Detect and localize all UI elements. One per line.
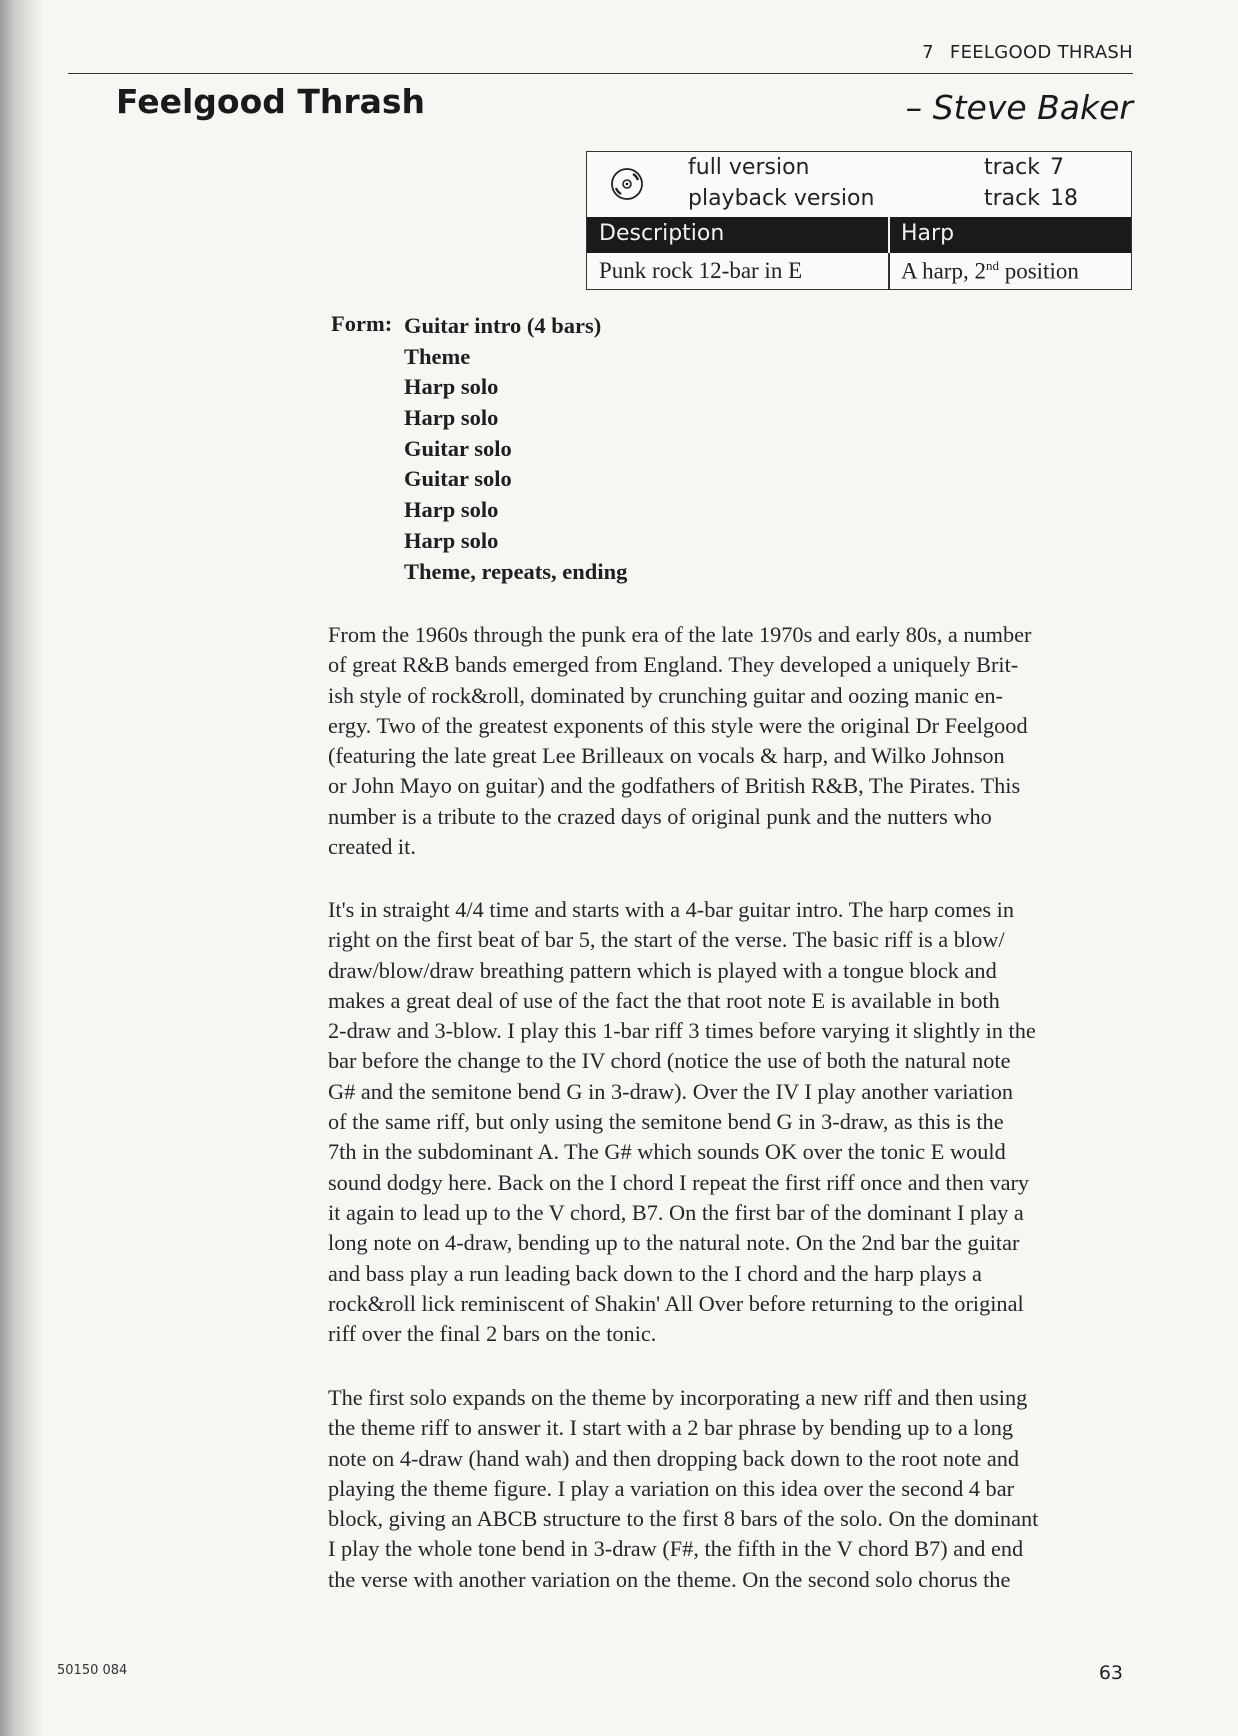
form-item: Harp solo (404, 374, 499, 400)
form-item: Guitar solo (404, 435, 512, 461)
text-line: right on the first beat of bar 5, the start of the verse. The basic riff is a blow/ (328, 927, 1005, 953)
version-labels (688, 152, 874, 214)
text-line: of great R&B bands emerged from England. They developed a uniquely Brit- (328, 652, 1019, 678)
text-line: The first solo expands on the theme by incorporating a new riff and then using (328, 1385, 1028, 1410)
text-line: G# and the semitone bend G in 3-draw). Over the IV I play another variation (328, 1078, 1014, 1104)
value-divider (888, 253, 890, 289)
page-title: Feelgood Thrash (116, 82, 426, 121)
catalog-code: 50150 084 (57, 1663, 128, 1678)
text-line: the verse with another variation on the theme. On the second solo chorus the (328, 1566, 1011, 1592)
text-line: or John Mayo on guitar) and the godfathers of British R&B, The Pirates. This (328, 773, 1021, 799)
text-line: of the same riff, but only using the semitone bend G in 3-draw, as this is the (328, 1109, 1004, 1135)
form-list (404, 311, 627, 587)
text-line: riff over the final 2 bars on the tonic. (328, 1321, 657, 1347)
playback-version-track: track 18 (984, 186, 1078, 211)
text-line: ish style of rock&roll, dominated by crunching guitar and oozing manic en- (328, 682, 1003, 708)
description-value: Punk rock 12-bar in E (599, 258, 803, 283)
text-line: makes a great deal of use of the fact the that root note E is available in both (328, 987, 1000, 1013)
text-line: number is a tribute to the crazed days of original punk and the nutters who (328, 803, 992, 829)
header-divider (888, 217, 890, 253)
form-item: Harp solo (404, 405, 499, 431)
author-name: – Steve Baker (905, 88, 1133, 127)
description-value-row (587, 253, 1131, 289)
text-line: created it. (328, 834, 416, 860)
harp-header: Harp (901, 221, 955, 246)
text-line: rock&roll lick reminiscent of Shakin' All Over before returning to the original (328, 1290, 1024, 1316)
text-line: long note on 4-draw, bending up to the natural note. On the 2nd bar the guitar (328, 1230, 1020, 1256)
text-line: It's in straight 4/4 time and starts with a 4-bar guitar intro. The harp comes in (328, 897, 1014, 922)
text-line: note on 4-draw (hand wah) and then dropping back down to the root note and (328, 1445, 1020, 1471)
text-line: (featuring the late great Lee Brilleaux on vocals & harp, and Wilko Johnson (328, 743, 1005, 769)
form-item: Guitar intro (4 bars) (404, 313, 602, 338)
binding-shadow (0, 0, 44, 1736)
text-line: playing the theme figure. I play a variation on this idea over the second 4 bar (328, 1475, 1015, 1501)
text-line: 2-draw and 3-blow. I play this 1-bar riff 3 times before varying it slightly in the (328, 1018, 1036, 1044)
text-line: and bass play a run leading back down to the I chord and the harp plays a (328, 1260, 982, 1286)
form-item: Theme (404, 343, 471, 369)
paragraph-first-solo (328, 1383, 1126, 1595)
form-item: Harp solo (404, 497, 499, 523)
paragraph-intro (328, 620, 1126, 862)
text-line: block, giving an ABCB structure to the first 8 bars of the solo. On the dominant (328, 1506, 1039, 1532)
running-title: FEELGOOD THRASH (949, 42, 1133, 63)
text-line: bar before the change to the IV chord (notice the use of both the natural note (328, 1048, 1011, 1074)
text-line: draw/blow/draw breathing pattern which is played with a tongue block and (328, 957, 997, 983)
text-line: From the 1960s through the punk era of the late 1970s and early 80s, a number (328, 622, 1032, 647)
form-label: Form: (331, 311, 393, 336)
text-line: it again to lead up to the V chord, B7. On the first bar of the dominant I play a (328, 1199, 1024, 1225)
chapter-number: 7 (922, 42, 934, 63)
description-header-row (587, 217, 1131, 253)
header-rule (68, 73, 1133, 74)
text-line: sound dodgy here. Back on the I chord I repeat the first riff once and then vary (328, 1169, 1030, 1195)
form-item: Guitar solo (404, 466, 512, 492)
text-line: the theme riff to answer it. I start with a 2 bar phrase by bending up to a long (328, 1415, 1014, 1441)
track-info-box (586, 151, 1132, 290)
track-row (587, 152, 1131, 216)
description-header: Description (599, 221, 725, 246)
harp-value: A harp, 2nd position (901, 258, 1079, 284)
full-version-track: track 7 (984, 155, 1064, 180)
page-number: 63 (1098, 1662, 1123, 1684)
form-item: Harp solo (404, 527, 499, 553)
running-header (922, 42, 1133, 63)
paragraph-theme (328, 895, 1126, 1349)
text-line: I play the whole tone bend in 3-draw (F#, the fifth in the V chord B7) and end (328, 1536, 1024, 1562)
form-item: Theme, repeats, ending (404, 558, 628, 584)
text-line: ergy. Two of the greatest exponents of this style were the original Dr Feelgood (328, 712, 1028, 738)
text-line: 7th in the subdominant A. The G# which sounds OK over the tonic E would (328, 1139, 1006, 1165)
cd-icon (609, 166, 645, 202)
full-version-label: full version (688, 155, 810, 180)
track-numbers (984, 152, 1078, 214)
playback-version-label: playback version (688, 186, 875, 211)
